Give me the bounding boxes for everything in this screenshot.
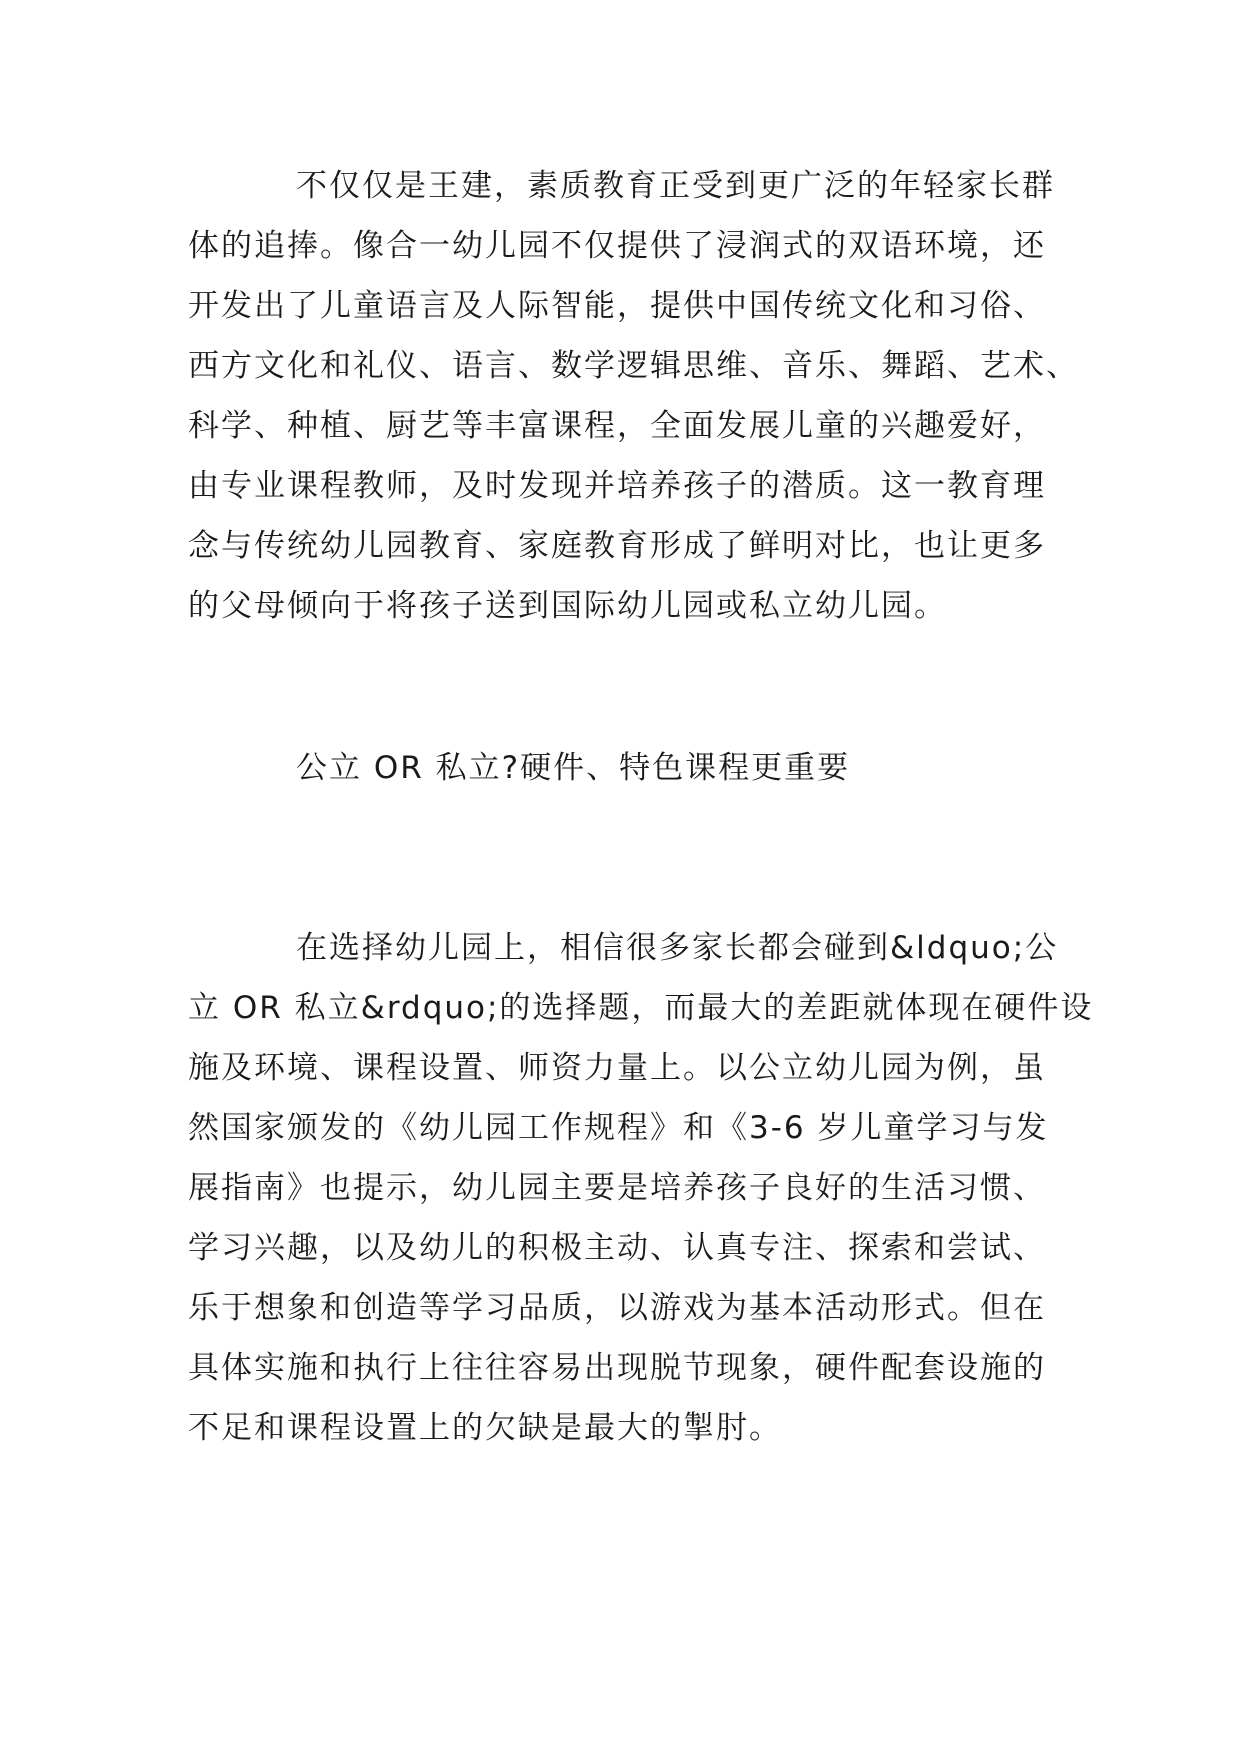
text-line: 念与传统幼儿园教育、家庭教育形成了鲜明对比，也让更多 bbox=[188, 528, 1046, 564]
text-line: 科学、种植、厨艺等丰富课程，全面发展儿童的兴趣爱好， bbox=[188, 408, 1046, 444]
text-line: 的父母倾向于将孩子送到国际幼儿园或私立幼儿园。 bbox=[188, 588, 947, 624]
section-heading bbox=[188, 738, 1078, 798]
text-line: 不足和课程设置上的欠缺是最大的掣肘。 bbox=[188, 1410, 782, 1446]
text-line: 开发出了儿童语言及人际智能，提供中国传统文化和习俗、 bbox=[188, 288, 1046, 324]
text-line: 由专业课程教师，及时发现并培养孩子的潜质。这一教育理 bbox=[188, 468, 1046, 504]
text-line: 不仅仅是王建，素质教育正受到更广泛的年轻家长群 bbox=[296, 168, 1055, 204]
text-line: 立 OR 私立&rdquo;的选择题，而最大的差距就体现在硬件设 bbox=[188, 990, 1094, 1026]
paragraph-2 bbox=[188, 918, 1094, 1458]
text-line: 在选择幼儿园上，相信很多家长都会碰到&ldquo;公 bbox=[296, 930, 1059, 966]
text-line: 西方文化和礼仪、语言、数学逻辑思维、音乐、舞蹈、艺术、 bbox=[188, 348, 1079, 384]
text-line: 学习兴趣，以及幼儿的积极主动、认真专注、探索和尝试、 bbox=[188, 1230, 1046, 1266]
text-line: 施及环境、课程设置、师资力量上。以公立幼儿园为例，虽 bbox=[188, 1050, 1046, 1086]
paragraph-1 bbox=[188, 156, 1078, 636]
text-line: 具体实施和执行上往往容易出现脱节现象，硬件配套设施的 bbox=[188, 1350, 1046, 1386]
text-line: 体的追捧。像合一幼儿园不仅提供了浸润式的双语环境，还 bbox=[188, 228, 1046, 264]
text-line: 展指南》也提示，幼儿园主要是培养孩子良好的生活习惯、 bbox=[188, 1170, 1046, 1206]
text-line: 乐于想象和创造等学习品质，以游戏为基本活动形式。但在 bbox=[188, 1290, 1046, 1326]
heading-line: 公立 OR 私立?硬件、特色课程更重要 bbox=[296, 750, 851, 786]
text-line: 然国家颁发的《幼儿园工作规程》和《3-6 岁儿童学习与发 bbox=[188, 1110, 1049, 1146]
